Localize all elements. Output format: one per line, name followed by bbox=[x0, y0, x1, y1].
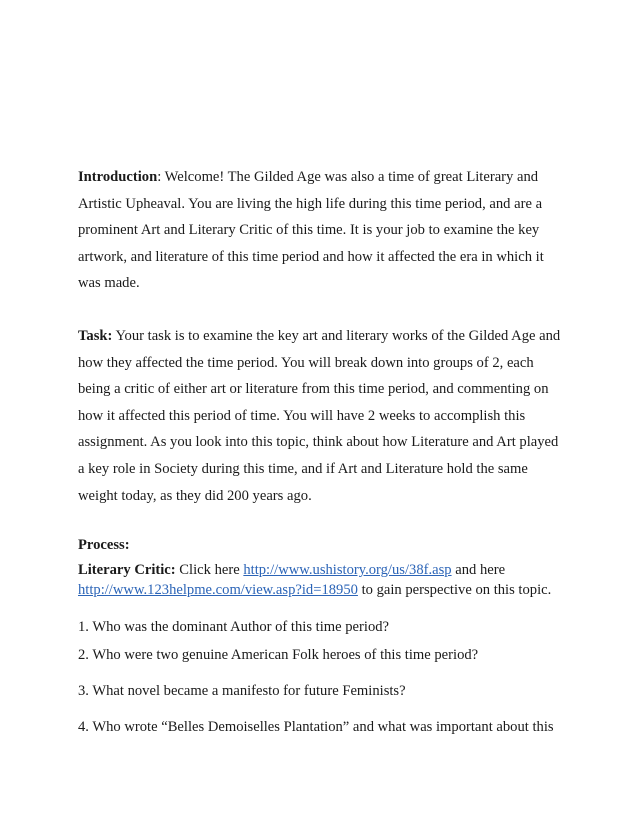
process-heading: Process: bbox=[78, 537, 130, 553]
and-here-text: and here bbox=[451, 562, 506, 578]
question-item: 3. What novel became a manifesto for future Feminists? bbox=[78, 683, 406, 699]
question-item: 4. Who wrote “Belles Demoiselles Plantation” and what was important about this bbox=[78, 719, 554, 735]
perspective-text: to gain perspective on this topic. bbox=[357, 582, 552, 598]
introduction-text: : Welcome! The Gilded Age was also a time of great Literary and Artistic Upheaval. You are living the high life during this time period, and are a prominent Art and Literary Critic of this time. It is your job to examine the key artwork, and literature of this time period and how it affected the era in which it was made. bbox=[78, 169, 544, 292]
question-item: 2. Who were two genuine American Folk heroes of this time period? bbox=[78, 647, 479, 663]
literary-critic-intro: Click here bbox=[175, 562, 244, 578]
introduction-label: Introduction bbox=[78, 169, 158, 185]
document-page bbox=[78, 0, 568, 826]
process-heading-line bbox=[78, 537, 568, 554]
question-item: 1. Who was the dominant Author of this time period? bbox=[78, 619, 390, 635]
helpme-link[interactable]: http://www.123helpme.com/view.asp?id=18950 bbox=[78, 582, 358, 598]
task-label: Task: bbox=[78, 328, 113, 344]
introduction-paragraph bbox=[78, 164, 568, 297]
ushistory-link[interactable]: http://www.ushistory.org/us/38f.asp bbox=[243, 562, 452, 578]
task-text: Your task is to examine the key art and literary works of the Gilded Age and how they affected the time period. You will break down into groups of 2, each being a critic of either art or literature from this time period, and commenting on how it affected this period of time. You will have 2 weeks to accomplish this assignment. As you look into this topic, think about how Literature and Art played a key role in Society during this time, and if Art and Literature hold the same weight today, as they did 200 years ago. bbox=[78, 328, 561, 504]
literary-critic-paragraph bbox=[78, 560, 568, 600]
task-paragraph bbox=[78, 323, 568, 509]
literary-critic-label: Literary Critic: bbox=[78, 562, 176, 578]
